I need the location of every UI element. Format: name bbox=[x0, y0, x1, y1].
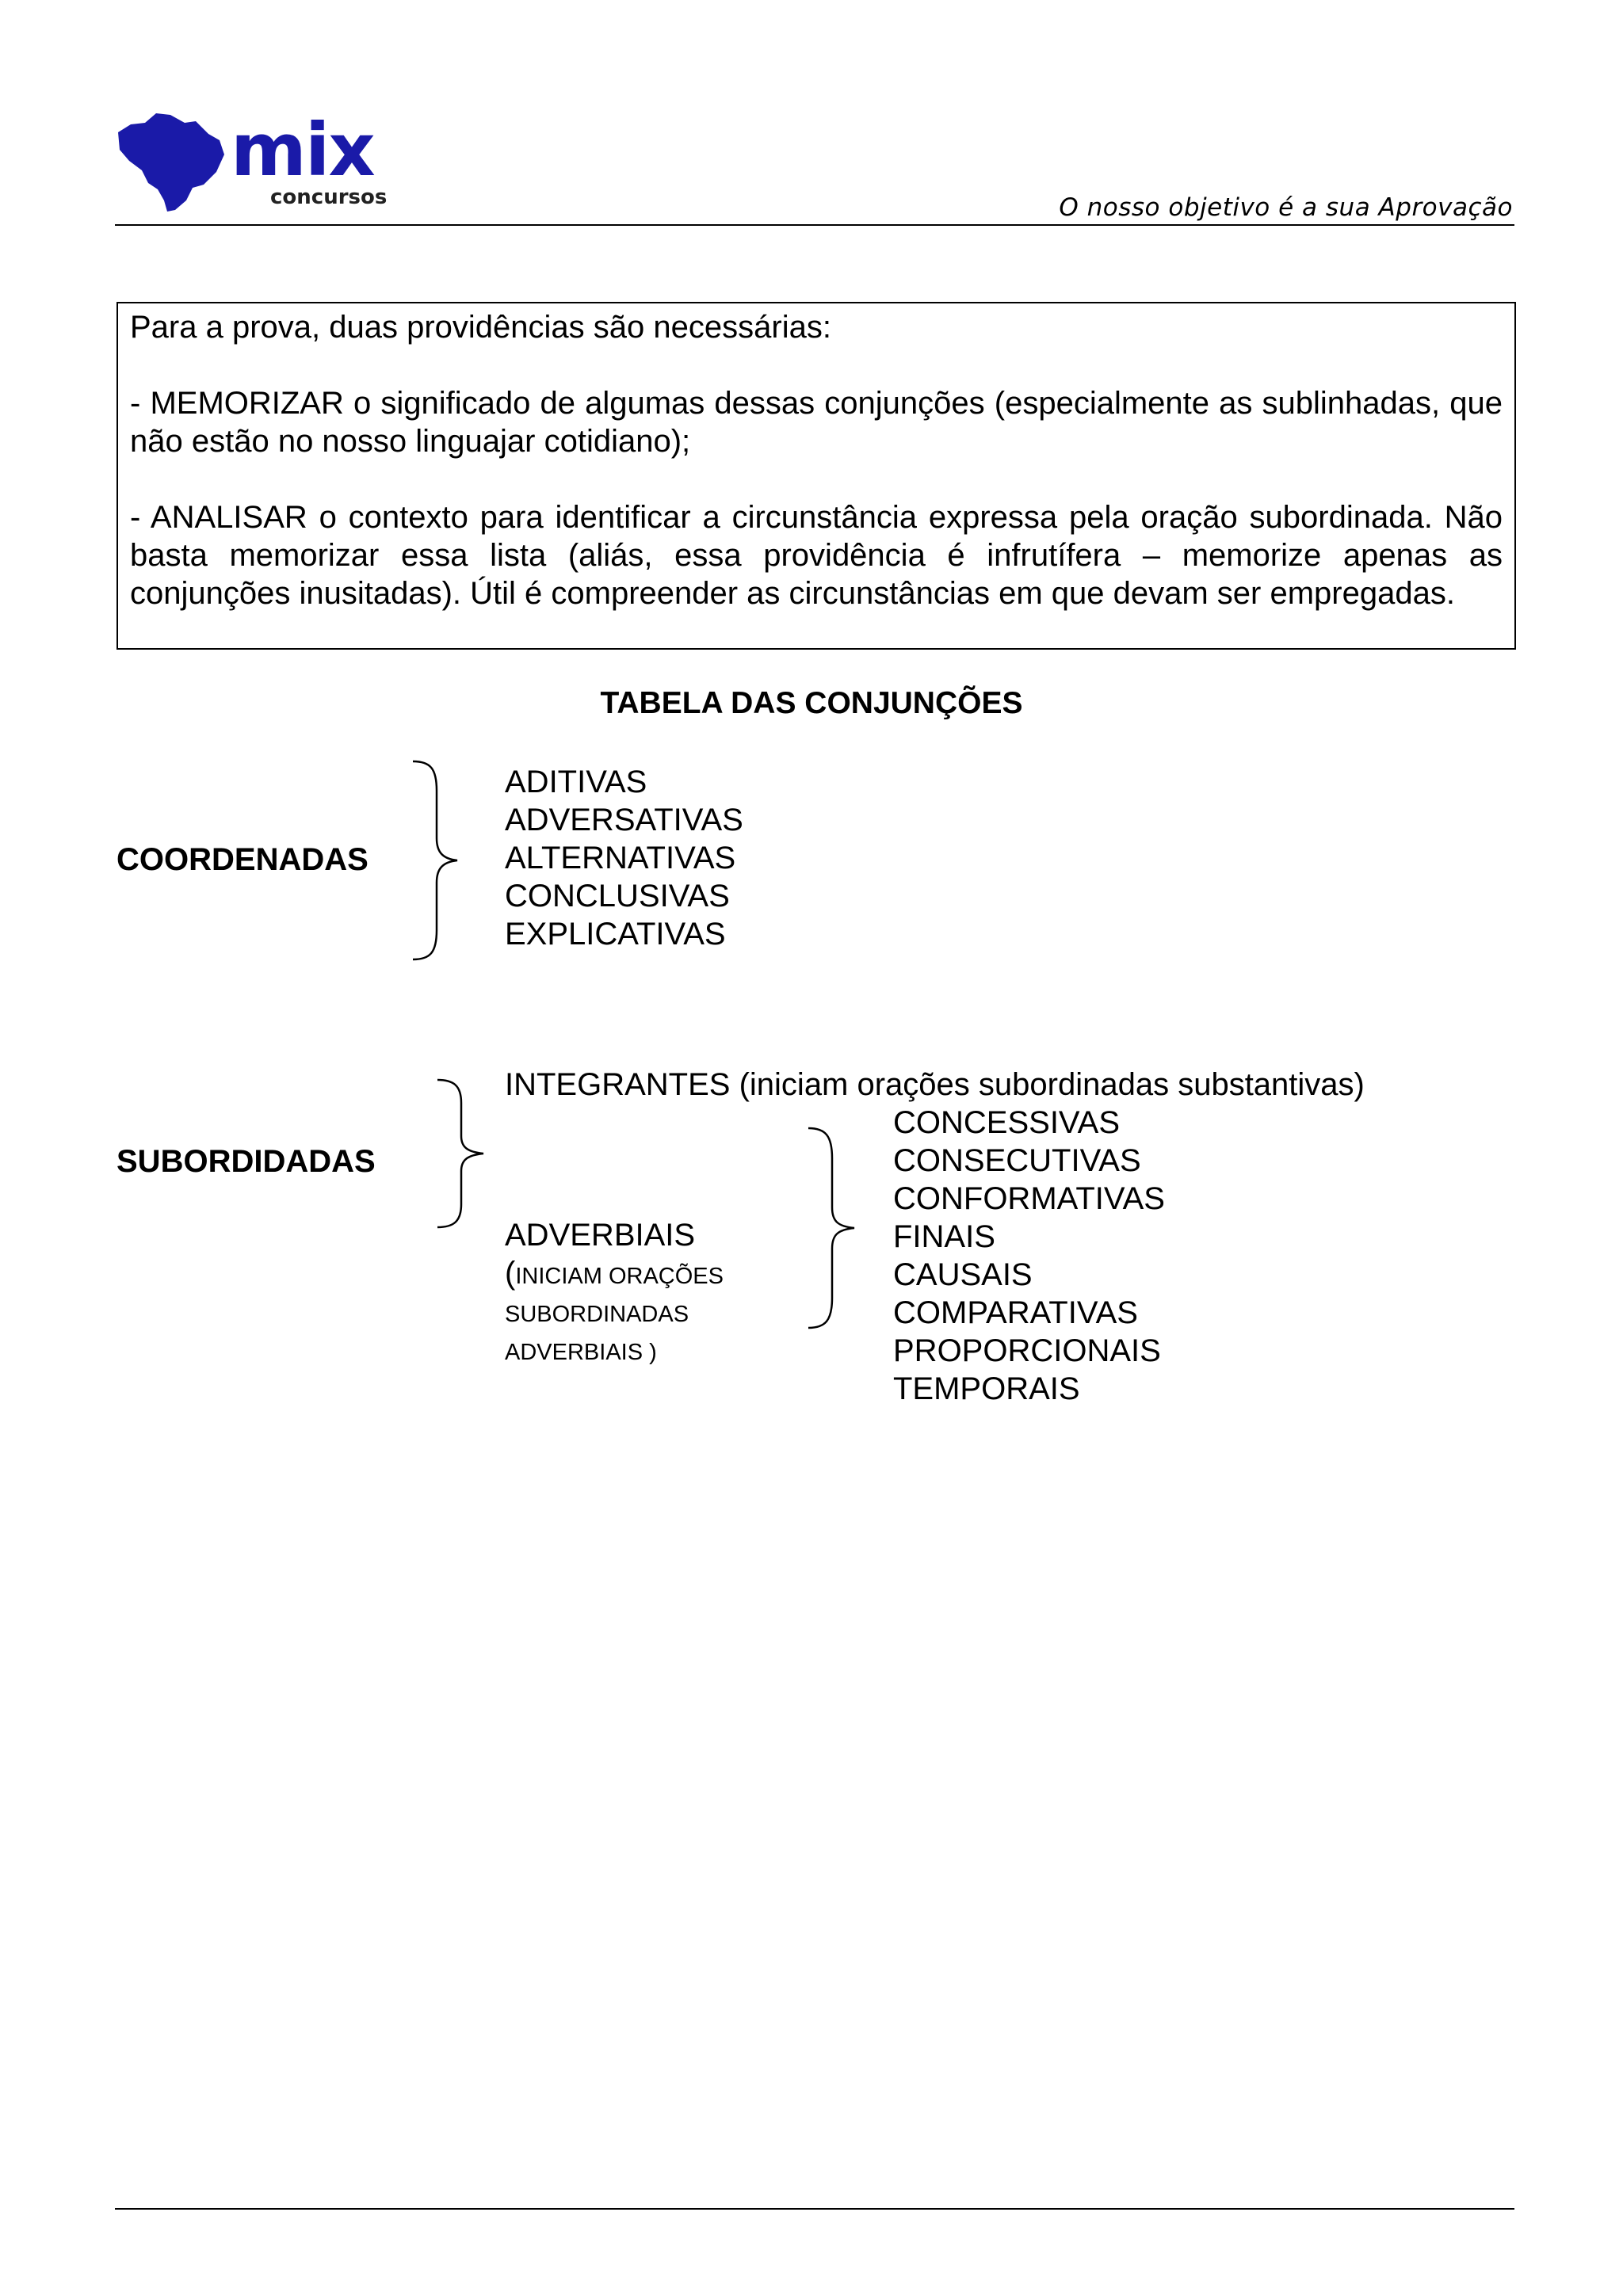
note-line: SUBORDINADAS bbox=[505, 1302, 689, 1327]
adverbiais-note bbox=[505, 1254, 724, 1371]
list-item: ADITIVAS bbox=[505, 765, 647, 799]
list-item: CAUSAIS bbox=[893, 1257, 1033, 1292]
list-item: PROPORCIONAIS bbox=[893, 1333, 1161, 1368]
adverbiais-brace-icon bbox=[805, 1125, 861, 1331]
list-item: EXPLICATIVAS bbox=[505, 917, 726, 952]
mix-concursos-logo bbox=[115, 99, 416, 218]
svg-text:concursos: concursos bbox=[270, 185, 388, 209]
note-line: INICIAM ORAÇÕES bbox=[515, 1264, 724, 1289]
list-item: TEMPORAIS bbox=[893, 1371, 1080, 1406]
brazil-map-icon bbox=[115, 99, 416, 218]
list-item: COMPARATIVAS bbox=[893, 1295, 1138, 1330]
notice-memorizar: - MEMORIZAR o significado de algumas dessas conjunções (especialmente as sublinhadas, que não estão no nosso linguajar cotidiano); bbox=[130, 386, 1503, 459]
notice-intro: Para a prova, duas providências são necessárias: bbox=[130, 310, 831, 345]
note-line: ADVERBIAIS ) bbox=[505, 1340, 657, 1365]
notice-box bbox=[116, 302, 1516, 650]
footer-divider bbox=[115, 2208, 1514, 2210]
note-paren: ( bbox=[505, 1256, 516, 1291]
adverbiais-label: ADVERBIAIS bbox=[505, 1218, 696, 1253]
notice-analisar: - ANALISAR o contexto para identificar a circunstância expressa pela oração subordinada. Não basta memorizar essa lista (aliás, essa providência é infrutífera – memorize apenas as conjunções inusitadas). Útil é compreender as circunstâncias em que devam ser empregadas. bbox=[130, 500, 1503, 611]
list-item: CONCESSIVAS bbox=[893, 1105, 1120, 1140]
coordenadas-label: COORDENADAS bbox=[116, 842, 369, 877]
header-tagline: O nosso objetivo é a sua Aprovação bbox=[1059, 193, 1513, 222]
coordenadas-list bbox=[505, 763, 743, 953]
svg-text:mix: mix bbox=[231, 108, 374, 193]
list-item: CONCLUSIVAS bbox=[505, 879, 730, 913]
list-item: CONFORMATIVAS bbox=[893, 1181, 1165, 1216]
subordinadas-label: SUBORDIDADAS bbox=[116, 1144, 376, 1179]
subordinadas-brace-icon bbox=[434, 1077, 490, 1230]
list-item: ADVERSATIVAS bbox=[505, 803, 743, 837]
list-item: FINAIS bbox=[893, 1219, 995, 1254]
list-item: ALTERNATIVAS bbox=[505, 841, 736, 875]
header-divider bbox=[115, 224, 1514, 226]
integrantes-label: INTEGRANTES (iniciam orações subordinadas substantivas) bbox=[505, 1067, 1365, 1102]
adverbiais-list bbox=[893, 1104, 1165, 1408]
table-title: TABELA DAS CONJUNÇÕES bbox=[600, 686, 1023, 720]
list-item: CONSECUTIVAS bbox=[893, 1143, 1141, 1178]
coordenadas-brace-icon bbox=[408, 759, 464, 962]
